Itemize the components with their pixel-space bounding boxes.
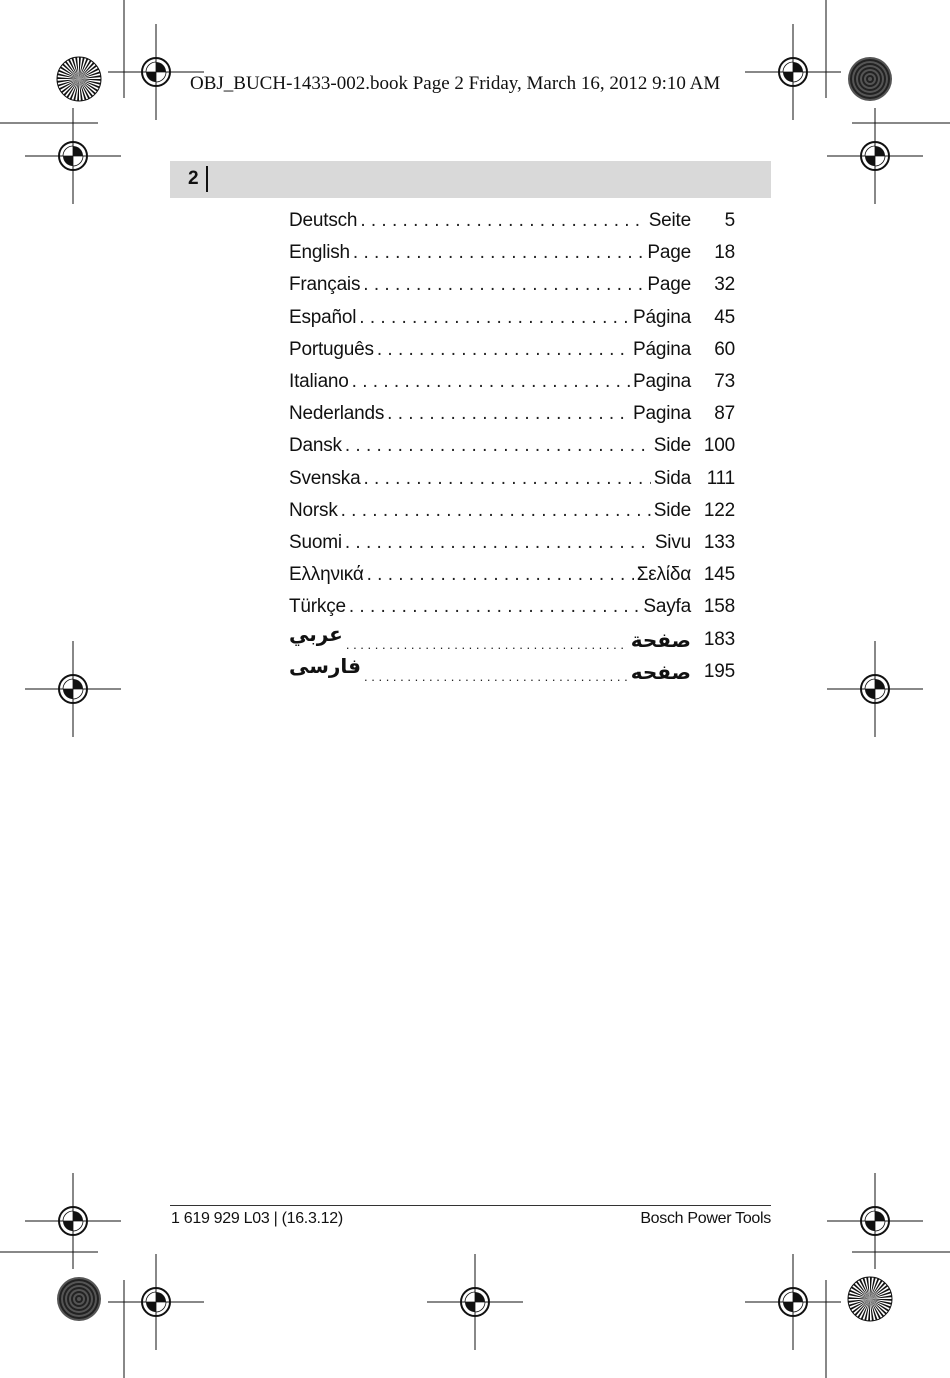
toc-page-number: 111 (706, 467, 735, 489)
toc-row-suomi[interactable] (289, 527, 735, 559)
toc-language: Dansk (289, 435, 342, 457)
registration-crosshair-icon (427, 1254, 523, 1350)
toc-page-label: Página (633, 338, 691, 360)
toc-language: Türkçe (289, 596, 346, 618)
table-of-contents (289, 205, 735, 688)
footer-rule (170, 1205, 771, 1206)
toc-row-deutsch[interactable] (289, 205, 735, 237)
toc-language: English (289, 242, 350, 264)
footer-brand: Bosch Power Tools (640, 1210, 771, 1227)
toc-page-number: 122 (703, 499, 735, 521)
registration-crosshair-icon (108, 1254, 204, 1350)
toc-language: Nederlands (289, 403, 385, 425)
toc-page-number: 5 (724, 210, 735, 232)
toc-language: Svenska (289, 467, 361, 489)
toc-row-ellinika[interactable] (289, 559, 735, 591)
toc-page-number: 183 (703, 628, 735, 650)
registration-crosshair-icon (25, 641, 121, 737)
print-slug-line: OBJ_BUCH-1433-002.book Page 2 Friday, March 16, 2012 9:10 AM (190, 73, 721, 94)
toc-page-number: 133 (703, 531, 735, 553)
toc-page-number: 18 (714, 242, 735, 264)
toc-row-turkce[interactable] (289, 591, 735, 623)
toc-language: Español (289, 306, 357, 328)
toc-page-label: Page (647, 242, 691, 264)
toc-language: Deutsch (289, 210, 358, 232)
color-starburst-icon (57, 57, 101, 101)
toc-row-francais[interactable] (289, 269, 735, 301)
toc-leader-dots (360, 205, 645, 237)
toc-row-svenska[interactable] (289, 463, 735, 495)
toc-row-espanol[interactable] (289, 302, 735, 334)
registration-crosshair-icon (745, 1254, 841, 1350)
toc-leader-dots (359, 302, 630, 334)
toc-page-label: Pagina (633, 403, 691, 425)
toc-language: Italiano (289, 371, 349, 393)
toc-page-label: Σελίδα (636, 564, 691, 586)
toc-language: Norsk (289, 499, 338, 521)
toc-page-label: Sayfa (643, 596, 691, 618)
toc-language: عربي (289, 621, 343, 646)
toc-page-label: Pagina (633, 371, 691, 393)
toc-page-number: 195 (703, 660, 735, 682)
toc-row-farsi[interactable] (289, 653, 735, 688)
toc-language: فارسی (289, 653, 362, 678)
toc-leader-dots (363, 463, 650, 495)
toc-page-label: Sida (653, 467, 691, 489)
toc-leader-dots (349, 591, 641, 623)
toc-row-english[interactable] (289, 237, 735, 269)
registration-crosshair-icon (827, 108, 923, 204)
toc-leader-dots (367, 559, 634, 591)
toc-page-number: 100 (703, 435, 735, 457)
footer-doc-number: 1 619 929 L03 | (16.3.12) (171, 1210, 343, 1227)
toc-leader-dots (353, 237, 645, 269)
toc-page-number: 45 (714, 306, 735, 328)
density-ring-icon (57, 1277, 101, 1321)
toc-language: Português (289, 338, 374, 360)
page-header-bar (170, 161, 771, 198)
toc-page-label: Sivu (654, 531, 691, 553)
toc-page-label: Página (633, 306, 691, 328)
toc-page-number: 32 (714, 274, 735, 296)
toc-page-label: Seite (648, 210, 691, 232)
toc-leader-dots (341, 495, 651, 527)
toc-row-norsk[interactable] (289, 495, 735, 527)
toc-leader-dots (345, 527, 652, 559)
toc-language: Suomi (289, 531, 342, 553)
toc-row-dansk[interactable] (289, 430, 735, 462)
toc-page-label: Side (653, 435, 691, 457)
toc-leader-dots (387, 398, 630, 430)
toc-row-italiano[interactable] (289, 366, 735, 398)
toc-row-nederlands[interactable] (289, 398, 735, 430)
toc-row-portugues[interactable] (289, 334, 735, 366)
toc-page-number: 158 (703, 596, 735, 618)
toc-leader-dots (352, 366, 630, 398)
page-number: 2 (188, 168, 199, 189)
toc-leader-dots (363, 269, 644, 301)
toc-leader-dots (364, 661, 628, 693)
toc-language: Français (289, 274, 361, 296)
toc-page-number: 60 (714, 338, 735, 360)
registration-crosshair-icon (25, 108, 121, 204)
toc-leader-dots (377, 334, 630, 366)
density-ring-icon (848, 57, 892, 101)
toc-page-label: صفحة (630, 627, 691, 652)
registration-crosshair-icon (827, 1173, 923, 1269)
header-separator (206, 166, 208, 192)
toc-page-number: 145 (703, 564, 735, 586)
registration-crosshair-icon (827, 641, 923, 737)
toc-page-label: صفحه (630, 659, 691, 684)
toc-page-label: Side (653, 499, 691, 521)
toc-page-number: 73 (714, 371, 735, 393)
toc-language: Ελληνικά (289, 564, 364, 586)
toc-page-number: 87 (714, 403, 735, 425)
toc-leader-dots (345, 430, 651, 462)
toc-page-label: Page (647, 274, 691, 296)
color-starburst-icon (848, 1277, 892, 1321)
registration-crosshair-icon (25, 1173, 121, 1269)
